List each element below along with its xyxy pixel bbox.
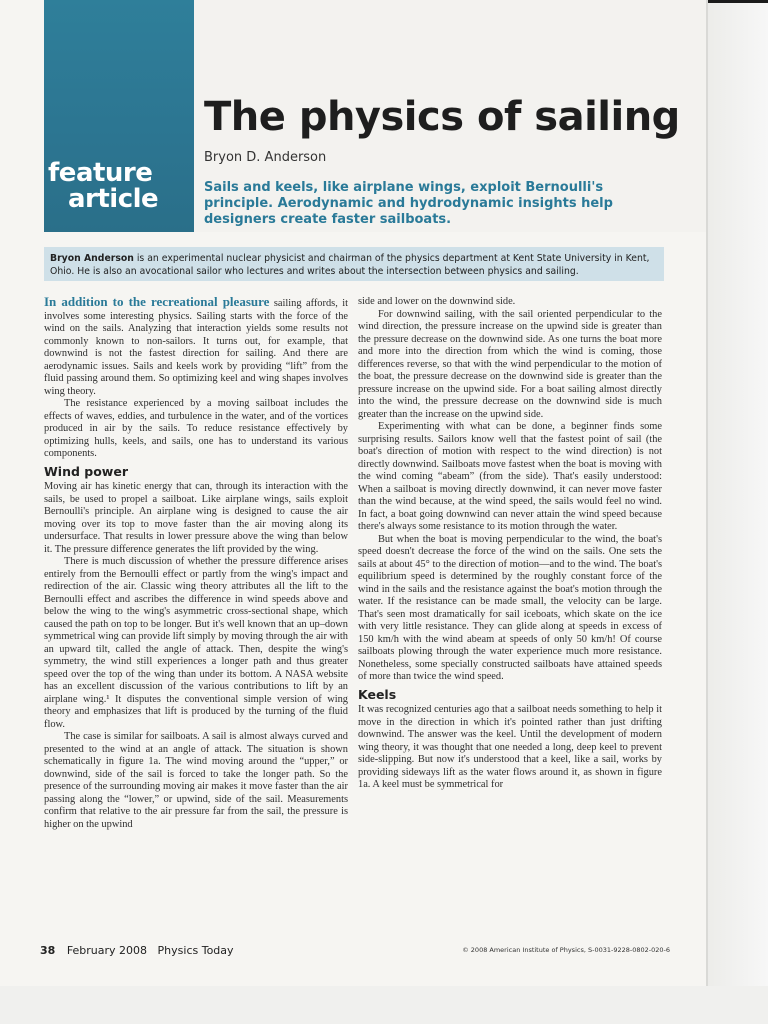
paragraph: side and lower on the downwind side.: [358, 296, 516, 307]
copyright-notice: © 2008 American Institute of Physics, S-0031-9228-0802-020-6: [462, 946, 670, 954]
paragraph: Moving air has kinetic energy that can, through its interaction with the sails, be used to propel a sailboat. Like airplane wings, sails exploit Bernoulli's principle. An airplane wing is designed to cause the air moving over its top to move faster than the air moving along its undersurface. That results in lower pressure above the wing than below it. The pressure difference generates the lift provided by the wing.: [44, 481, 348, 555]
feature-label-line2: article: [68, 184, 159, 214]
paragraph: It was recognized centuries ago that a sailboat needs something to help it move in the direction in which it's pointed rather than just drifting downwind. The answer was the keel. Until the development of modern wing theory, it was thought that one needed a long, deep keel to prevent side-slipping. But now it's understood that a keel, like a sail, works by providing sideways lift as the water flows around it, as shown in figure 1a. A keel must be symmetrical for: [358, 704, 662, 790]
page-footer: [40, 944, 670, 957]
page-edge: [706, 0, 768, 1024]
bio-text: is an experimental nuclear physicist and chairman of the physics department at Kent State University in Kent, Ohio. He is also an avocational sailor who lectures and writes about the intersection between physics and sailing.: [50, 253, 650, 277]
article-author: Bryon D. Anderson: [204, 150, 327, 165]
page-number: 38: [40, 944, 56, 957]
top-bar: [708, 0, 768, 3]
subhead-wind-power: Wind power: [44, 463, 128, 479]
paragraph: Experimenting with what can be done, a beginner finds some surprising results. Sailors know well that the fastest point of sail (the boat's direction of motion with respect to the wind direction) is not directly downwind. Sailboats move fastest when the boat is moving with the wind coming “abeam” (from the side). That's easily understood: When a sailboat is moving directly downwind, it can never move faster than the wind because, at the wind speed, the sails would feel no wind. In fact, a boat going downwind can never attain the wind speed because there's always some resistance to its motion through the water.: [358, 421, 662, 532]
bio-name: Bryon Anderson: [50, 253, 134, 264]
feature-article-label: [48, 160, 158, 212]
article-title: The physics of sailing: [204, 94, 680, 140]
paragraph-text: sailing affords, it involves some interesting physics. Sailing starts with the force of the wind on the sails. Analyzing that interaction yields some results not commonly known to non-sailors. It turns out, for example, that downwind is not the fastest direction for sailing. And there are aerodynamic issues. Sails and keels work by providing “lift” from the fluid passing around them. So optimizing keel and wing shapes involves wing theory.: [44, 298, 348, 397]
left-column: [44, 296, 348, 831]
scan-margin: [0, 986, 768, 1024]
paragraph: There is much discussion of whether the pressure difference arises entirely from the Bernoulli effect or partly from the wing's impact and redirection of the air. Classic wing theory attributes all the lift to the Bernoulli effect and ascribes the difference in wind speeds above and below the wing to the wing's asymmetric cross-sectional shape, which caused the path on top to be longer. But it's well known that an up–down symmetrical wing can provide lift simply by moving through the air with an upward tilt, called the angle of attack. Then, despite the wing's symmetry, the wind still experiences a longer path and thus greater speed over the top of the wing than under its bottom. A NASA website has an excellent discussion of the various contributions to lift by an airplane wing.¹ It disputes the conventional simple version of wing theory and emphasizes that lift is produced by the turning of the fluid flow.: [44, 556, 348, 730]
paragraph: The resistance experienced by a moving sailboat includes the effects of waves, eddies, and turbulence in the water, and of the vortices produced in air by the sails. To reduce resistance effectively by optimizing hulls, keels, and sails, one has to understand its various components.: [44, 398, 348, 459]
right-column: [358, 296, 662, 792]
article-deck: Sails and keels, like airplane wings, exploit Bernoulli's principle. Aerodynamic and hydrodynamic insights help designers create faster sailboats.: [204, 180, 613, 227]
magazine-name: Physics Today: [157, 944, 234, 957]
author-bio: [44, 247, 664, 281]
paragraph: [44, 296, 348, 398]
paragraph: For downwind sailing, with the sail oriented perpendicular to the wind direction, the pressure increase on the upwind side is greater than the pressure decrease on the downwind side. As one turns the boat more and more into the direction from which the wind is coming, those differences reverse, so that with the wind perpendicular to the motion of the boat, the pressure decrease on the downwind side is greater than the pressure increase on the upwind side. For a boat sailing almost directly into the wind, the pressure decrease on the downwind side is much greater than the increase on the upwind side.: [358, 308, 662, 420]
subhead-keels: Keels: [358, 686, 397, 702]
feature-label-line1: feature: [48, 158, 153, 188]
lead-in: In addition to the recreational pleasure: [44, 294, 270, 309]
paragraph: The case is similar for sailboats. A sail is almost always curved and presented to the wind at an angle of attack. The situation is shown schematically in figure 1a. The wind moving around the “upper,” or downwind, side of the sail is forced to take the longer path. So the presence of the surrounding moving air makes it move faster than the air passing along the “lower,” or upwind, side of the sail. Measurements confirm that relative to the air pressure far from the sail, the pressure is higher on the upwind: [44, 731, 348, 830]
issue-date: February 2008: [66, 944, 148, 957]
paragraph: But when the boat is moving perpendicular to the wind, the boat's speed doesn't decrease the force of the wind on the sails. One sets the sails at about 45° to the direction of motion—and to the wind. The boat's equilibrium speed is determined by the roughly constant force of the wind in the sails and the resistance against the boat's motion through the water. If the resistance can be made small, the velocity can be large. That's seen most dramatically for sail iceboats, which skate on the ice with very little resistance. They can glide along at speeds in excess of 150 km/h with the wind abeam at speeds of only 50 km/h! Of course sailboats plowing through the water experience much more resistance. Nonetheless, some specially constructed sailboats have attained speeds of more than twice the wind speed.: [358, 533, 662, 682]
page-shadow: [706, 0, 708, 1024]
